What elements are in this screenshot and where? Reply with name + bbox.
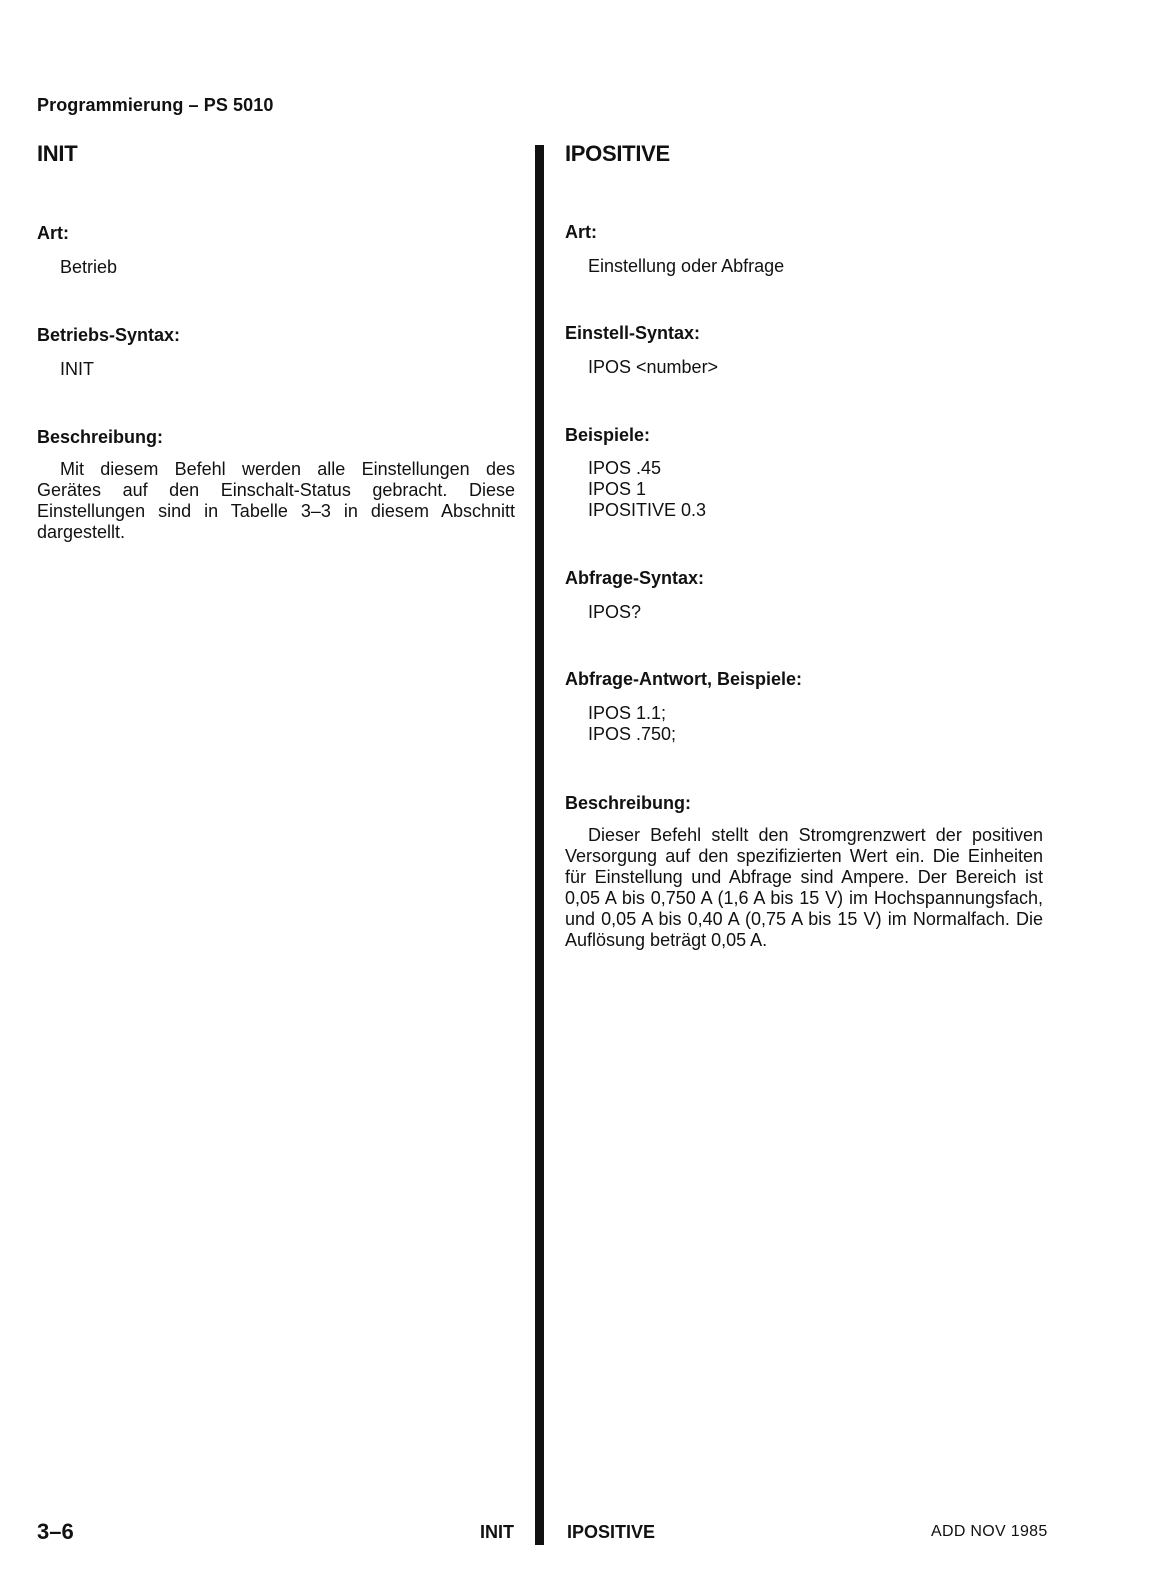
query-syntax-value: IPOS?: [588, 602, 642, 622]
art-label-ipositive: Art:: [565, 222, 597, 242]
footer-command-left: INIT: [480, 1522, 514, 1542]
art-value-ipositive: Einstellung oder Abfrage: [588, 256, 785, 276]
column-divider: [535, 145, 544, 1545]
query-response-list: [588, 703, 676, 745]
query-syntax-label: Abfrage-Syntax:: [565, 568, 705, 588]
query-response-line: IPOS .750;: [588, 724, 677, 744]
footer-command-right: IPOSITIVE: [567, 1522, 656, 1542]
description-text-init: Mit diesem Befehl werden alle Einstellungen des Gerätes auf den Einschalt-Status gebracht. Diese Einstellungen sind in Tabelle 3–3 in diesem Abschnitt dargestellt.: [37, 459, 515, 542]
syntax-value-init: INIT: [60, 359, 94, 379]
example-line: IPOSITIVE 0.3: [588, 500, 707, 520]
examples-list: [588, 458, 706, 521]
set-syntax-value: IPOS <number>: [588, 357, 719, 377]
art-label-init: Art:: [37, 223, 69, 243]
description-label-init: Beschreibung:: [37, 427, 164, 447]
description-label-ipositive: Beschreibung:: [565, 793, 692, 813]
command-title-init: INIT: [37, 141, 78, 166]
examples-label: Beispiele:: [565, 425, 651, 445]
syntax-label-init: Betriebs-Syntax:: [37, 325, 181, 345]
example-line: IPOS .45: [588, 458, 662, 478]
example-line: IPOS 1: [588, 479, 647, 499]
set-syntax-label: Einstell-Syntax:: [565, 323, 701, 343]
footer-date: ADD NOV 1985: [931, 1523, 1048, 1540]
command-title-ipositive: IPOSITIVE: [565, 141, 670, 166]
query-response-line: IPOS 1.1;: [588, 703, 667, 723]
description-text-ipositive: Dieser Befehl stellt den Stromgrenzwert der positiven Versorgung auf den spezifizierten Wert ein. Die Einheiten für Einstellung und Abfrage sind Ampere. Der Bereich ist 0,05 A bis 0,750 A (1,6 A bis 15 V) im Hochspannungsfach, und 0,05 A bis 0,40 A (0,75 A bis 15 V) im Normalfach. Die Auflösung beträgt 0,05 A.: [565, 825, 1043, 950]
query-response-label: Abfrage-Antwort, Beispiele:: [565, 669, 803, 689]
art-value-init: Betrieb: [60, 257, 118, 277]
running-header: Programmierung – PS 5010: [37, 95, 274, 115]
page-number: 3–6: [37, 1519, 74, 1544]
